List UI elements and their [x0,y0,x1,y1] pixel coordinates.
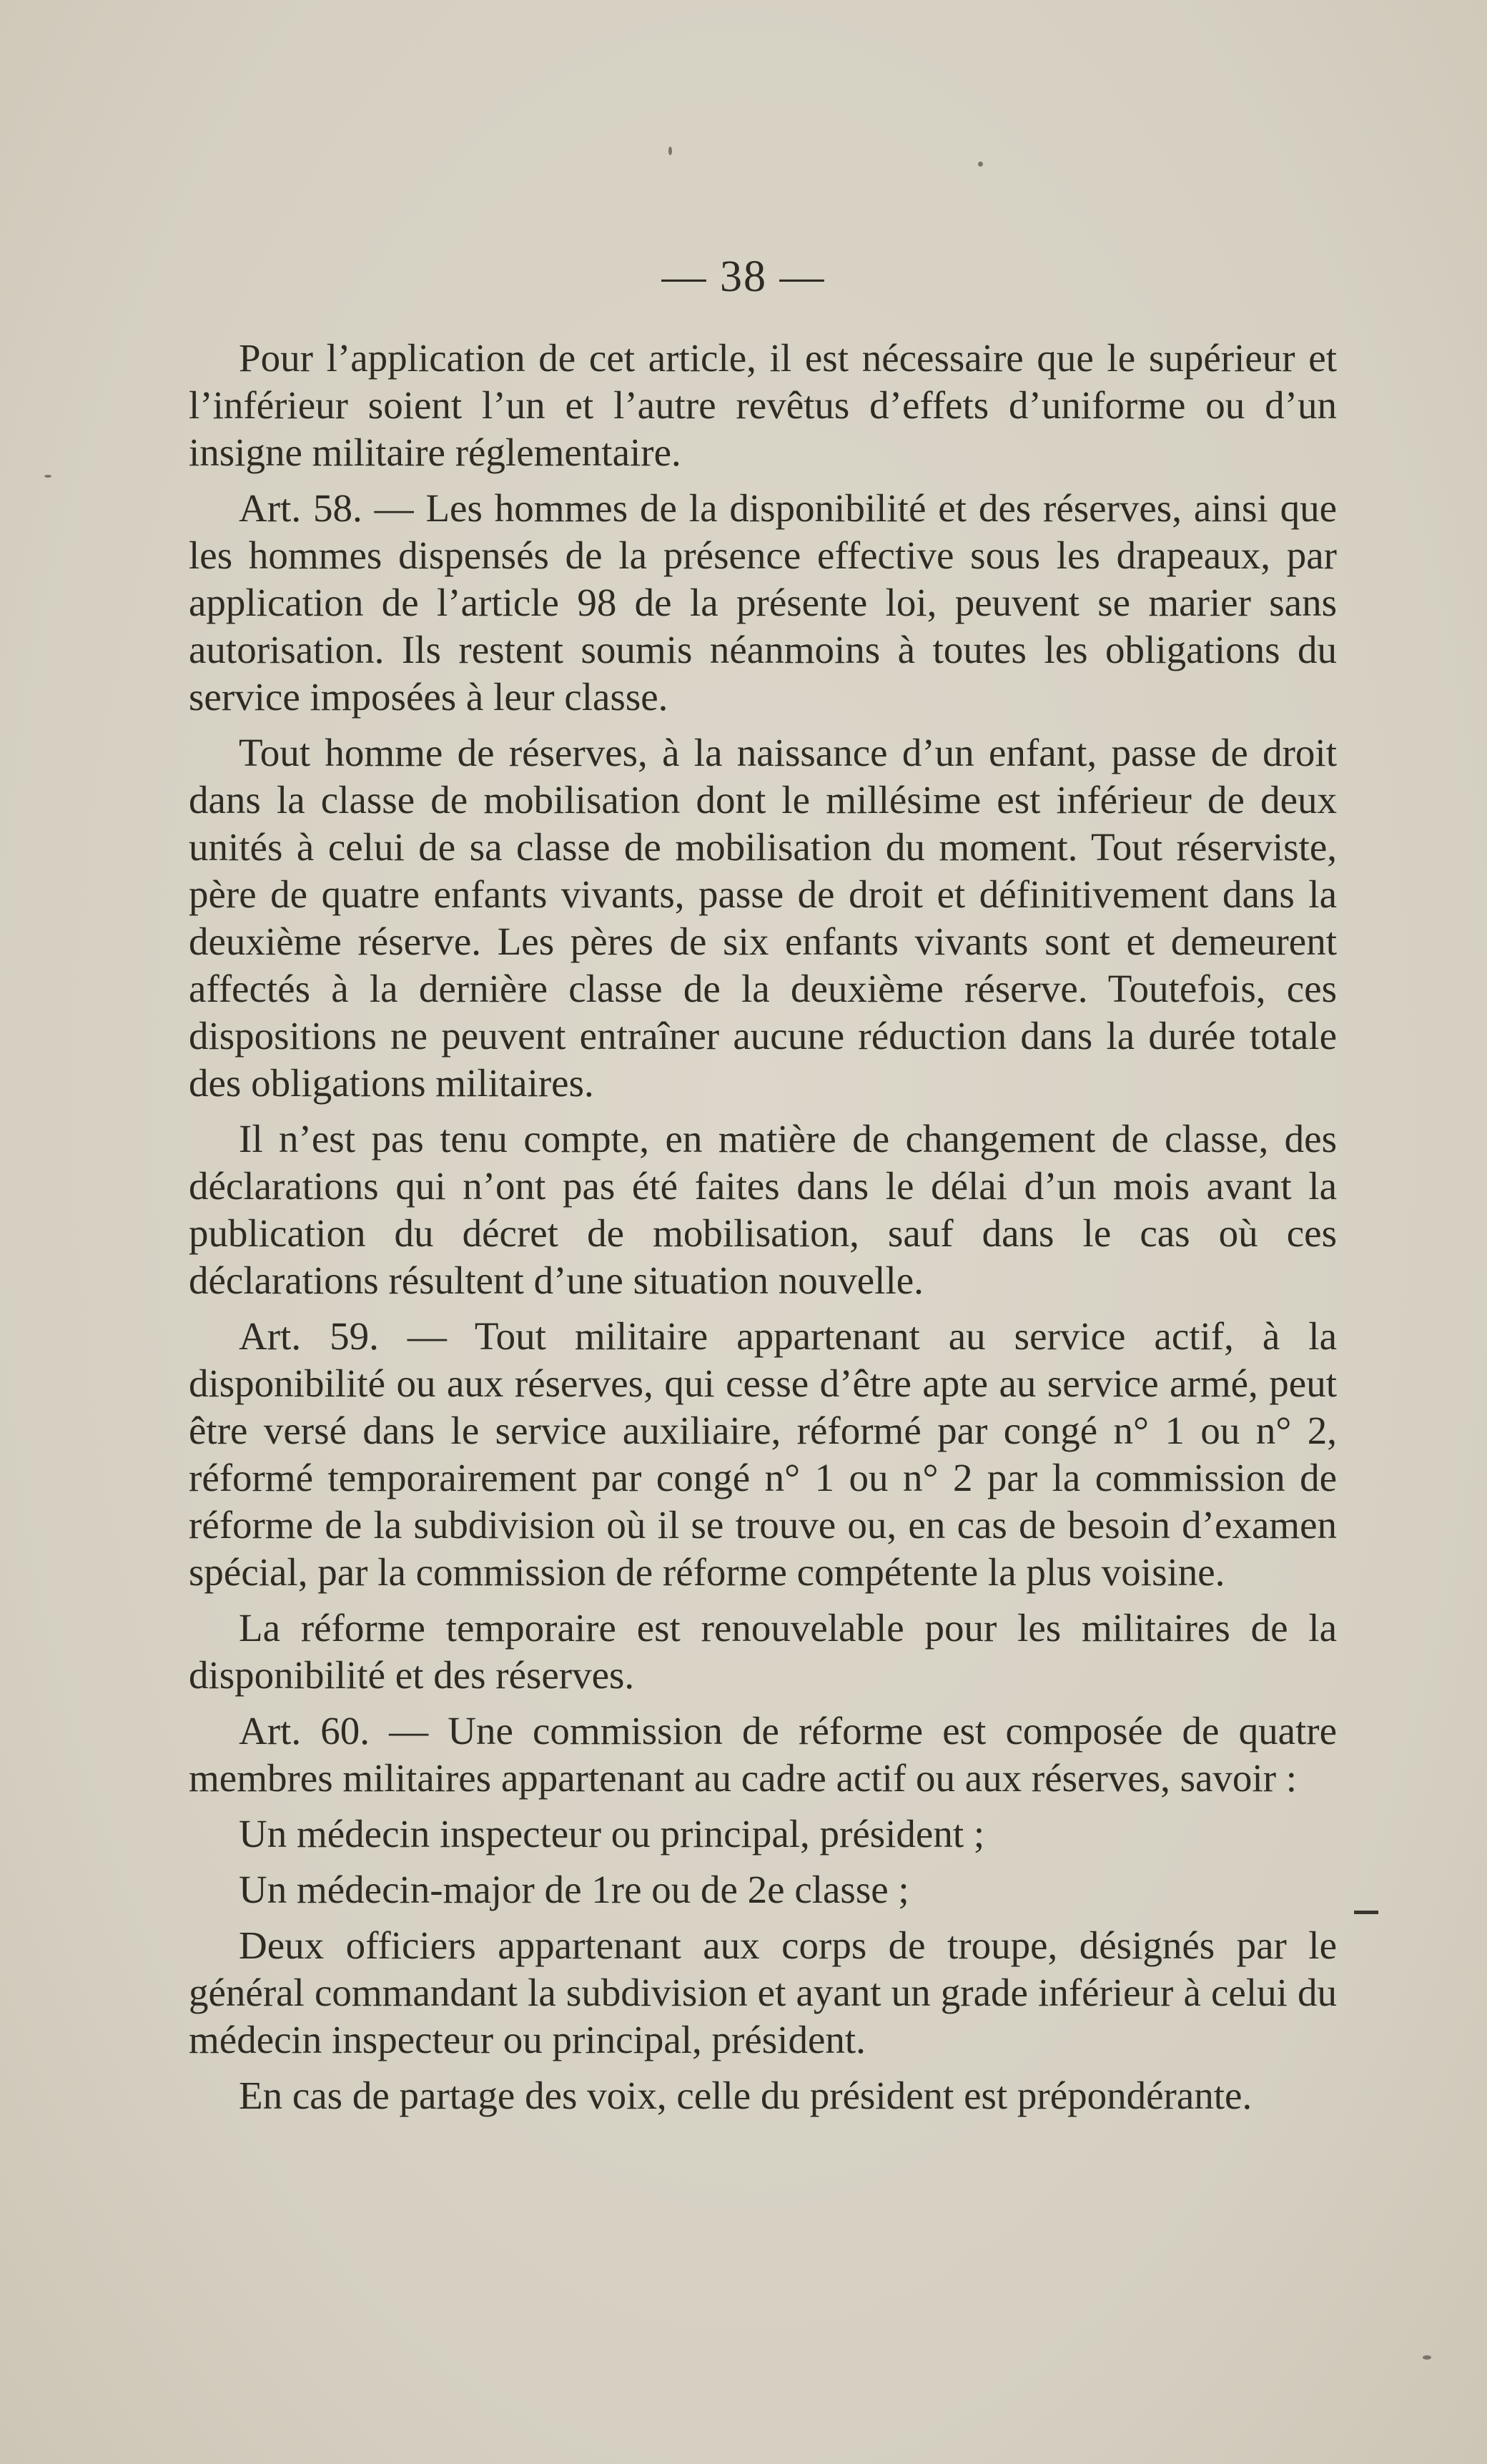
list-item-medecin-major: Un médecin-major de 1re ou de 2e classe ; [239,1868,909,1911]
margin-dash-mark [1354,1911,1378,1914]
paper-speck [44,475,51,478]
body-text [189,335,1337,2128]
paper-speck [668,147,672,155]
paragraph-reserves-children: Tout homme de réserves, à la naissance d’un enfant, passe de droit dans la classe de mobilisation dont le millésime est inférieur de deux unités à celui de sa classe de mobilisation du moment. Tout réserviste, père de quatre enfants vivants, passe de droit et définitivement dans la deuxième réserve. Les pères de six enfants vivants sont et demeurent affectés à la dernière classe de la deuxième réserve. Toutefois, ces dispositions ne peuvent entraîner aucune réduction dans la durée totale des obligations militaires. [189,731,1337,1105]
paragraph-deux-officiers: Deux officiers appartenant aux corps de troupe, désignés par le général commandant la subdivision et ayant un grade inférieur à celui du médecin inspecteur ou principal, président. [189,1923,1337,2061]
paragraph-art-59: Art. 59. — Tout militaire appartenant au service actif, à la disponibilité ou aux réserves, qui cesse d’être apte au service armé, peut être versé dans le service auxiliaire, réformé par congé n° 1 ou n° 2, réformé temporairement par congé n° 1 ou n° 2 par la commission de réforme de la subdivision où il se trouve ou, en cas de besoin d’examen spécial, par la commission de réforme compétente la plus voisine. [189,1314,1337,1594]
paragraph-temporary-reform: La réforme temporaire est renouvelable pour les militaires de la disponibilité et des réserves. [189,1606,1337,1697]
paper-speck [978,162,983,167]
paragraph-article-application: Pour l’application de cet article, il est nécessaire que le supérieur et l’inférieur soient l’un et l’autre revêtus d’effets d’uniforme ou d’un insigne militaire réglementaire. [189,336,1337,474]
paragraph-art-58: Art. 58. — Les hommes de la disponibilité et des réserves, ainsi que les hommes dispensés de la présence effective sous les drapeaux, par application de l’article 98 de la présente loi, peuvent se marier sans autorisation. Ils restent soumis néanmoins à toutes les obligations du service imposées à leur classe. [189,486,1337,719]
paper-speck [1423,2355,1431,2360]
paragraph-art-60: Art. 60. — Une commission de réforme est composée de quatre membres militaires appartenant au cadre actif ou aux réserves, savoir : [189,1709,1337,1800]
list-item-medecin-inspecteur: Un médecin inspecteur ou principal, président ; [239,1812,985,1856]
paragraph-partage-voix: En cas de partage des voix, celle du président est prépondérante. [239,2074,1253,2117]
paragraph-class-change: Il n’est pas tenu compte, en matière de changement de classe, des déclarations qui n’ont pas été faites dans le délai d’un mois avant la publication du décret de mobilisation, sauf dans le cas où ces déclarations résultent d’une situation nouvelle. [189,1117,1337,1302]
page-number: — 38 — [661,252,826,301]
